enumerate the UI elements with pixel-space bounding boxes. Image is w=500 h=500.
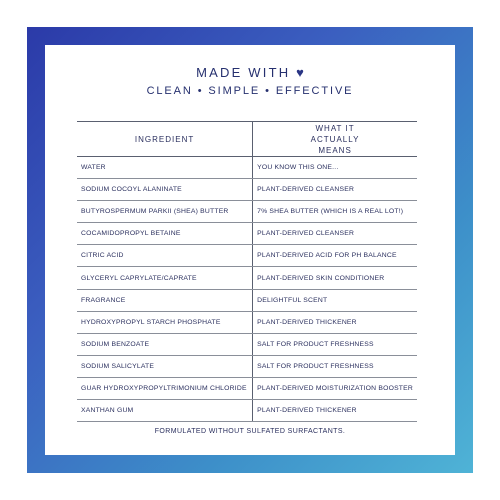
table-row: [77, 157, 417, 179]
headline-text: MADE WITH: [196, 65, 291, 80]
meaning-cell: SALT FOR PRODUCT FRESHNESS: [253, 333, 417, 355]
column-header-ingredient: INGREDIENT: [77, 122, 253, 157]
meaning-cell: PLANT-DERIVED MOISTURIZATION BOOSTER: [253, 377, 417, 399]
ingredient-cell: WATER: [77, 157, 253, 179]
meaning-cell: PLANT-DERIVED CLEANSER: [253, 179, 417, 201]
ingredient-cell: SODIUM SALICYLATE: [77, 355, 253, 377]
headline: [45, 65, 455, 80]
table-row: [77, 333, 417, 355]
heart-icon: ♥: [296, 65, 304, 80]
ingredient-cell: SODIUM COCOYL ALANINATE: [77, 179, 253, 201]
meaning-cell: PLANT-DERIVED ACID FOR PH BALANCE: [253, 245, 417, 267]
ingredient-cell: HYDROXYPROPYL STARCH PHOSPHATE: [77, 311, 253, 333]
meaning-cell: SALT FOR PRODUCT FRESHNESS: [253, 355, 417, 377]
meaning-cell: DELIGHTFUL SCENT: [253, 289, 417, 311]
table-header-row: [77, 122, 417, 157]
ingredient-cell: SODIUM BENZOATE: [77, 333, 253, 355]
meaning-cell: PLANT-DERIVED THICKENER: [253, 311, 417, 333]
ingredient-cell: COCAMIDOPROPYL BETAINE: [77, 223, 253, 245]
table-row: [77, 289, 417, 311]
footnote: FORMULATED WITHOUT SULFATED SURFACTANTS.: [154, 428, 346, 435]
table-row: [77, 377, 417, 399]
table-row: [77, 179, 417, 201]
table-row: [77, 223, 417, 245]
meaning-cell: PLANT-DERIVED THICKENER: [253, 400, 417, 422]
ingredient-cell: GLYCERYL CAPRYLATE/CAPRATE: [77, 267, 253, 289]
table-row: [77, 311, 417, 333]
ingredient-cell: XANTHAN GUM: [77, 400, 253, 422]
table-row: [77, 245, 417, 267]
ingredient-cell: BUTYROSPERMUM PARKII (SHEA) BUTTER: [77, 201, 253, 223]
table-body: [77, 157, 417, 422]
table-row: [77, 400, 417, 422]
tagline: CLEAN • SIMPLE • EFFECTIVE: [146, 85, 354, 97]
ingredients-card: [45, 45, 455, 455]
table-row: [77, 355, 417, 377]
ingredient-cell: GUAR HYDROXYPROPYLTRIMONIUM CHLORIDE: [77, 377, 253, 399]
meaning-cell: 7% SHEA BUTTER (WHICH IS A REAL LOT!): [253, 201, 417, 223]
ingredients-table: [77, 121, 417, 422]
column-header-meaning: WHAT IT ACTUALLY MEANS: [253, 122, 417, 157]
table-row: [77, 267, 417, 289]
ingredient-cell: CITRIC ACID: [77, 245, 253, 267]
meaning-cell: PLANT-DERIVED CLEANSER: [253, 223, 417, 245]
meaning-cell: PLANT-DERIVED SKIN CONDITIONER: [253, 267, 417, 289]
meaning-cell: YOU KNOW THIS ONE...: [253, 157, 417, 179]
ingredient-cell: FRAGRANCE: [77, 289, 253, 311]
table-row: [77, 201, 417, 223]
